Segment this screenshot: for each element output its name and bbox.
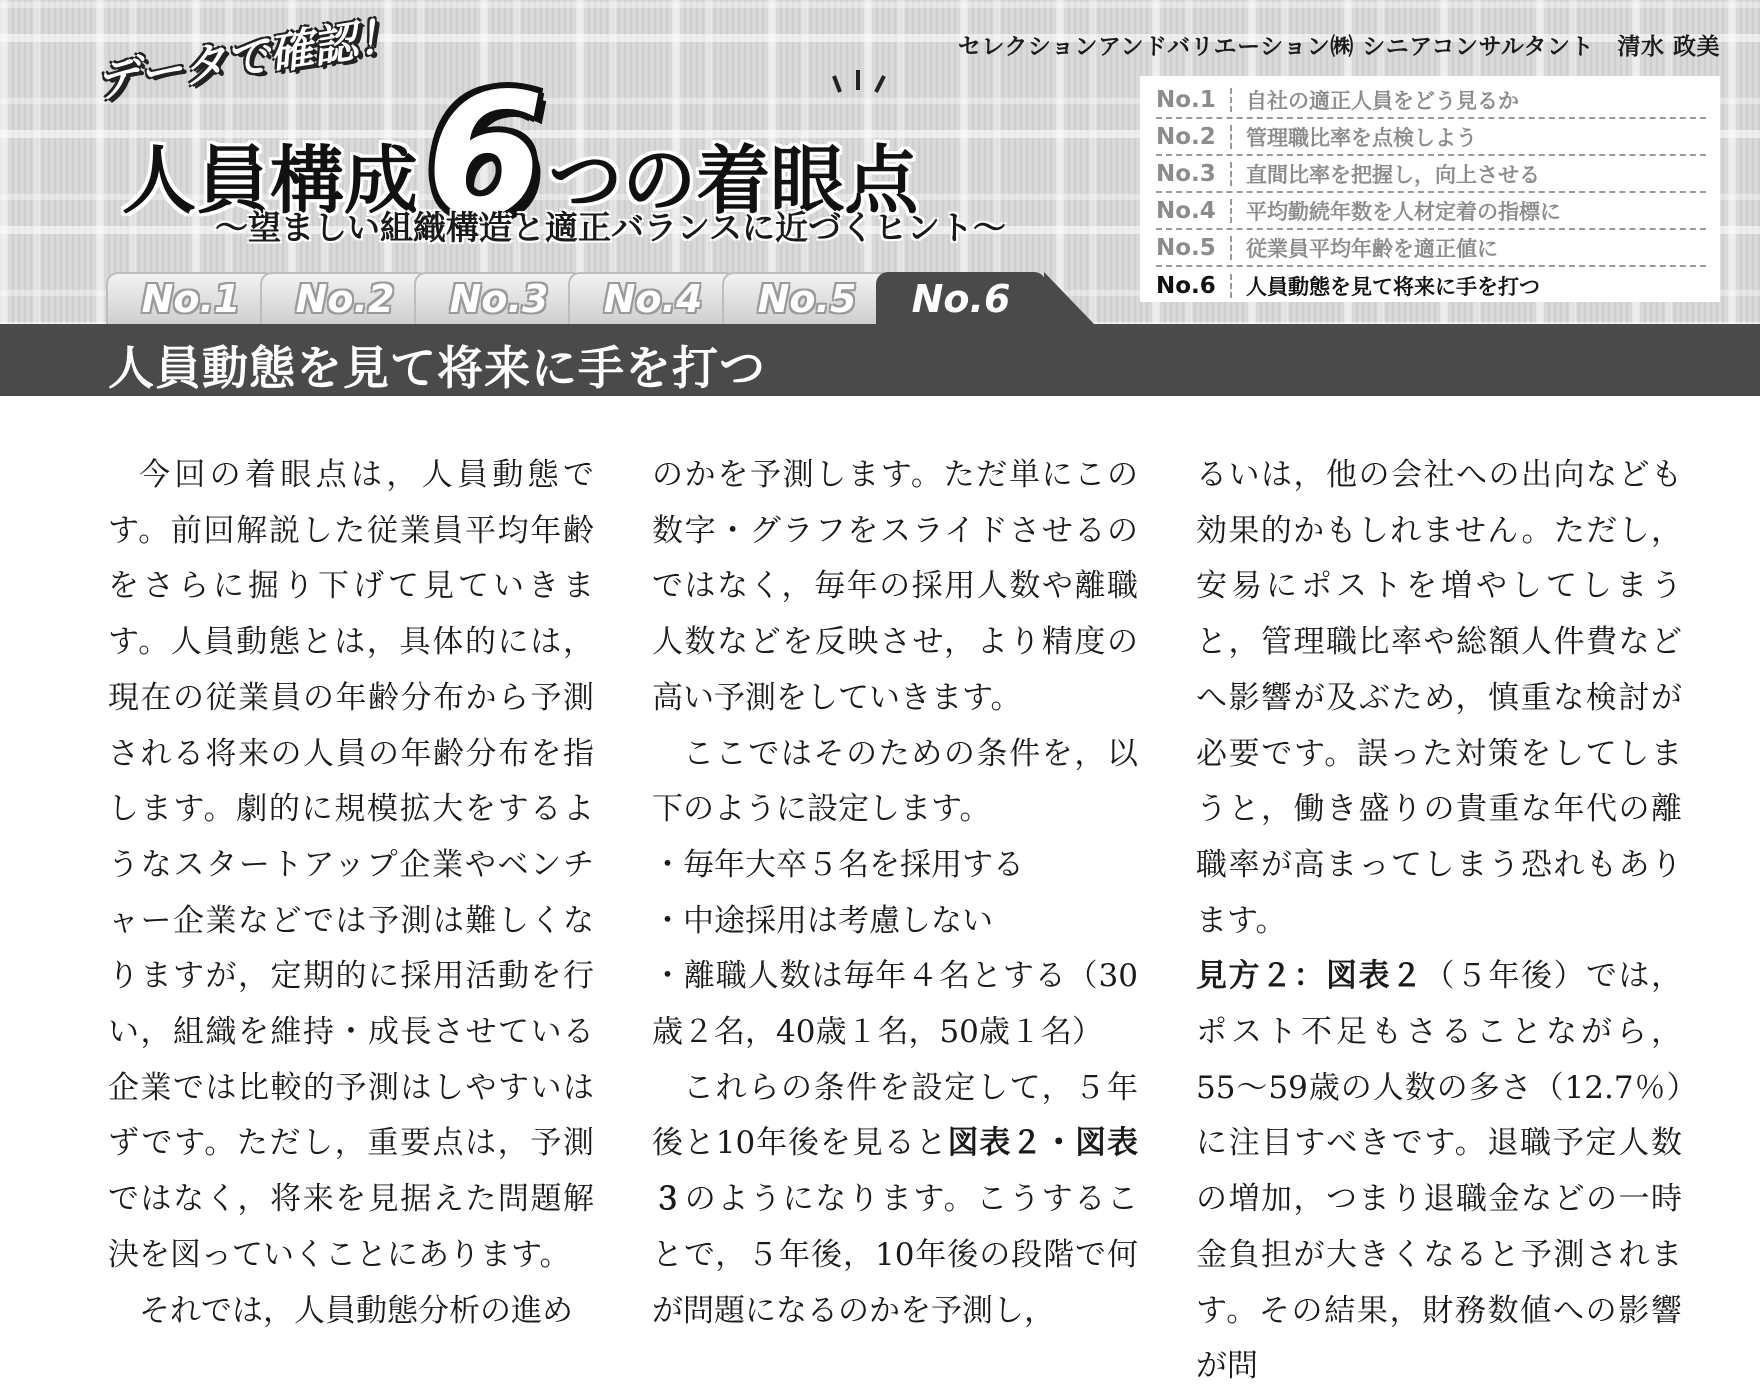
toc-item-number: No.3 <box>1156 160 1216 187</box>
toc-item-number: No.5 <box>1156 234 1216 261</box>
body-text: これらの条件を設定して，５年後と10年後を見ると <box>652 1069 1138 1162</box>
toc-item-title: 平均勤続年数を人材定着の指標に <box>1246 199 1561 224</box>
header-banner <box>0 0 1760 330</box>
series-title-post: つの着眼点 <box>548 138 919 224</box>
body-paragraph <box>1196 949 1682 1395</box>
tab-no-5: No.5 <box>722 272 892 324</box>
tab-no-4: No.4 <box>568 272 738 324</box>
toc-item-number: No.1 <box>1156 86 1216 113</box>
toc-item <box>1156 156 1706 193</box>
toc-item-title: 人員動態を見て将来に手を打つ <box>1246 274 1540 299</box>
condition-bullet: ・毎年大卒５名を採用する <box>652 846 1024 883</box>
body-column-2 <box>652 448 1138 1339</box>
body-text: のようになります。こうすることで，５年後，10年後の段階で何が問題になるのかを予測し， <box>652 1181 1138 1329</box>
toc-item <box>1156 119 1706 156</box>
series-subtitle: 〜望ましい組織構造と適正バランスに近づくヒント〜 <box>215 208 1007 247</box>
toc-divider <box>1230 199 1232 223</box>
body-paragraph: のかを予測します。ただ単にこの数字・グラフをスライドさせるのではなく，毎年の採用人数や離職人数などを反映させ，より精度の高い予測をしていきます。 <box>652 457 1138 716</box>
toc-item-title: 直間比率を把握し，向上させる <box>1246 162 1540 187</box>
toc-item <box>1156 230 1706 267</box>
toc-divider <box>1230 274 1232 298</box>
toc-item-current <box>1156 267 1706 304</box>
toc-divider <box>1230 88 1232 112</box>
toc-item-title: 従業員平均年齢を適正値に <box>1246 236 1498 261</box>
toc-item <box>1156 193 1706 230</box>
figure-reference: 図表２・図表３ <box>652 1125 1138 1218</box>
toc-item-title: 自社の適正人員をどう見るか <box>1246 88 1519 113</box>
viewpoint-heading: 見方２：図表２ <box>1196 958 1424 995</box>
toc-divider <box>1230 162 1232 186</box>
body-paragraph: それでは，人員動態分析の進め <box>139 1292 573 1329</box>
section-title-bar <box>0 324 1760 396</box>
kicker-text: データで確認！ <box>91 9 404 109</box>
toc-item <box>1156 82 1706 119</box>
body-paragraph <box>652 1061 1138 1340</box>
tab-no-1: No.1 <box>106 272 276 324</box>
body-text: （５年後）では，ポスト不足もさることながら，55〜59歳の人数の多さ（12.7％）に注目すべきです。退職予定人数の増加，つまり退職金などの一時金負担が大きくなると予測されます。その結果，財務数値への影響が問 <box>1196 958 1682 1385</box>
series-title-pre: 人員構成 <box>122 138 418 224</box>
tab-no-2: No.2 <box>260 272 430 324</box>
toc-item-number: No.6 <box>1156 272 1216 299</box>
toc-item-title: 管理職比率を点検しよう <box>1246 125 1477 150</box>
condition-bullet: ・離職人数は毎年４名とする（30歳２名，40歳１名，50歳１名） <box>652 958 1138 1051</box>
toc-item-number: No.2 <box>1156 123 1216 150</box>
body-column-1 <box>108 448 594 1339</box>
body-paragraph: 今回の着眼点は，人員動態です。前回解説した従業員平均年齢をさらに掘り下げて見ていきます。人員動態とは，具体的には，現在の従業員の年齢分布から予測される将来の人員の年齢分布を指します。劇的に規模拡大をするようなスタートアップ企業やベンチャー企業などでは予測は難しくなりますが，定期的に採用活動を行い，組織を維持・成長させている企業では比較的予測はしやすいはずです。ただし，重要点は，予測ではなく，将来を見据えた問題解決を図っていくことにあります。 <box>108 457 594 1273</box>
emphasis-lines-icon <box>830 66 890 96</box>
tab-no-3: No.3 <box>414 272 584 324</box>
toc-divider <box>1230 125 1232 149</box>
toc-item-number: No.4 <box>1156 197 1216 224</box>
author-line: セレクションアンドバリエーション㈱ シニアコンサルタント 清水 政美 <box>957 34 1720 60</box>
toc-divider <box>1230 236 1232 260</box>
tab-no-6: No.6 <box>876 272 1046 324</box>
body-paragraph: ここではそのための条件を，以下のように設定します。 <box>652 735 1138 828</box>
series-contents-box <box>1140 76 1720 302</box>
series-title-number: 6 <box>426 57 545 255</box>
body-paragraph: るいは，他の会社への出向なども効果的かもしれません。ただし，安易にポストを増やしてしまうと，管理職比率や総額人件費などへ影響が及ぶため，慎重な検討が必要です。誤った対策をしてしまうと，働き盛りの貴重な年代の離職率が高まってしまう恐れもあります。 <box>1196 457 1682 939</box>
section-title: 人員動態を見て将来に手を打つ <box>108 341 766 395</box>
condition-bullet: ・中途採用は考慮しない <box>652 902 993 939</box>
body-column-3 <box>1196 448 1682 1395</box>
